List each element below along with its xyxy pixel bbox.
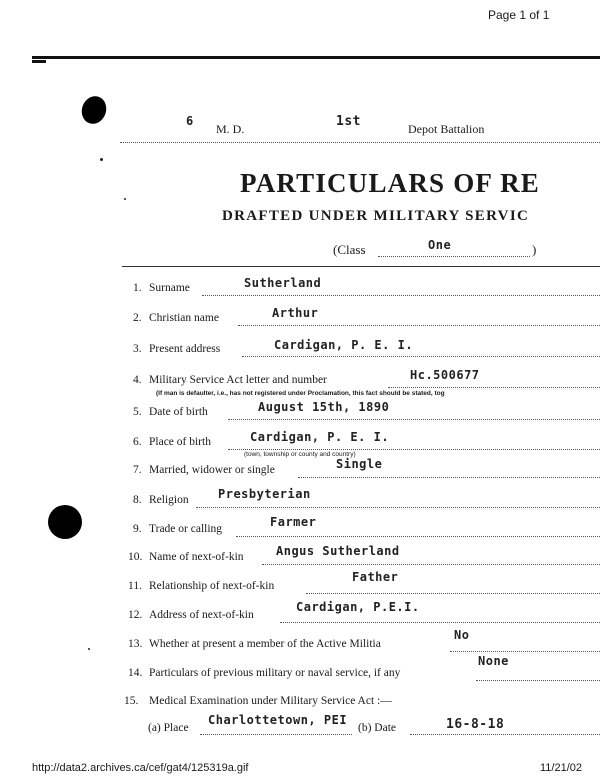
field-row-next-of-kin — [0, 545, 600, 569]
battalion-label: Depot Battalion — [408, 122, 485, 136]
print-date: 11/21/02 — [540, 762, 583, 774]
field-row-date-of-birth — [0, 400, 600, 424]
field-label: Trade or calling — [149, 523, 223, 535]
field-label: Name of next-of-kin — [149, 551, 244, 563]
field-number: 10. — [128, 551, 143, 563]
field-row-place-of-birth — [0, 430, 600, 460]
field-dots — [242, 356, 600, 357]
field-number: 14. — [128, 667, 143, 679]
section-rule — [122, 266, 600, 267]
field-number: 1. — [133, 282, 142, 294]
field-value: Farmer — [270, 515, 317, 529]
field-value: August 15th, 1890 — [258, 400, 390, 414]
field-row-surname — [0, 276, 600, 300]
class-label: (Class — [333, 242, 366, 257]
field-row-christian-name — [0, 306, 600, 330]
field-dots — [236, 536, 600, 537]
field-number: 3. — [133, 343, 142, 355]
field-dots — [238, 325, 600, 326]
page-indicator: Page 1 of 1 — [488, 8, 550, 22]
place-dots — [200, 734, 352, 735]
field-label: Relationship of next-of-kin — [149, 580, 275, 592]
field-label: Particulars of previous military or naval service, if any — [149, 667, 401, 679]
speck — [88, 648, 90, 650]
field-row-religion — [0, 488, 600, 512]
field-row-marital-status — [0, 458, 600, 482]
field-row-present-address — [0, 337, 600, 361]
field-label: Present address — [149, 343, 221, 355]
field-value: Hc.500677 — [410, 368, 480, 382]
field-dots — [388, 387, 600, 388]
speck — [100, 158, 103, 161]
md-number: 6 — [186, 114, 194, 128]
date-label: (b) Date — [358, 722, 396, 734]
field-number: 12. — [128, 609, 143, 621]
field-note: (town, township or county and country) — [244, 451, 356, 458]
field-value: Cardigan, P.E.I. — [296, 600, 420, 614]
field-value: Cardigan, P. E. I. — [250, 430, 390, 444]
field-value: None — [478, 654, 509, 668]
field-dots — [262, 564, 600, 565]
field-label: Military Service Act letter and number — [149, 374, 327, 386]
md-line — [120, 128, 600, 143]
field-number: 6. — [133, 436, 142, 448]
top-rule — [32, 56, 600, 59]
field-dots — [228, 419, 600, 420]
field-label: Whether at present a member of the Active Militia — [149, 638, 381, 650]
field-label: Place of birth — [149, 436, 211, 448]
field-dots — [228, 449, 600, 450]
field-number: 7. — [133, 464, 142, 476]
field-row-medical-exam — [0, 689, 600, 713]
top-rule-mark — [32, 60, 46, 63]
field-value: Father — [352, 570, 399, 584]
class-close: ) — [532, 242, 537, 257]
document-scan — [0, 50, 600, 758]
date-dots — [410, 734, 600, 735]
document-url: http://data2.archives.ca/cef/gat4/125319a.gif — [32, 762, 249, 774]
field-label: Religion — [149, 494, 189, 506]
battalion-number: 1st — [336, 114, 361, 129]
field-row-kin-address — [0, 600, 600, 627]
field-dots — [476, 680, 600, 681]
speck — [124, 198, 126, 200]
field-dots — [298, 477, 600, 478]
field-number: 11. — [128, 580, 142, 592]
form-title: PARTICULARS OF RE — [240, 168, 540, 198]
field-dots — [450, 651, 600, 652]
punch-hole-mark — [78, 93, 110, 128]
date-value: 16-8-18 — [446, 717, 505, 732]
field-dots — [280, 622, 600, 623]
field-row-relationship — [0, 570, 600, 598]
field-number: 2. — [133, 312, 142, 324]
field-dots — [196, 507, 600, 508]
form-subtitle: DRAFTED UNDER MILITARY SERVIC — [222, 208, 530, 224]
field-number: 5. — [133, 406, 142, 418]
field-value: Sutherland — [244, 276, 322, 290]
field-value: Arthur — [272, 306, 319, 320]
field-row-trade — [0, 517, 600, 541]
field-number: 9. — [133, 523, 142, 535]
place-label: (a) Place — [148, 722, 189, 734]
field-number: 15. — [124, 695, 139, 707]
field-label: Medical Examination under Military Service Act :— — [149, 695, 392, 707]
field-number: 8. — [133, 494, 142, 506]
class-value: One — [428, 238, 452, 252]
field-label: Married, widower or single — [149, 464, 275, 476]
medical-row — [0, 713, 600, 739]
class-dots — [378, 256, 530, 257]
field-dots — [306, 593, 600, 594]
field-dots — [202, 295, 600, 296]
field-number: 4. — [133, 374, 142, 386]
field-label: Address of next-of-kin — [149, 609, 254, 621]
field-value: No — [454, 628, 470, 642]
field-value: Angus Sutherland — [276, 544, 400, 558]
field-note: (If man is defaulter, i.e., has not registered under Proclamation, this fact should be stated, tog — [156, 390, 445, 397]
field-row-previous-service — [0, 654, 600, 685]
field-row-msa-number — [0, 366, 600, 396]
field-label: Christian name — [149, 312, 219, 324]
field-value: Presbyterian — [218, 487, 311, 501]
field-value: Cardigan, P. E. I. — [274, 338, 414, 352]
place-value: Charlottetown, PEI — [208, 713, 348, 727]
field-value: Single — [336, 457, 383, 471]
md-label: M. D. — [216, 122, 245, 136]
field-label: Surname — [149, 282, 190, 294]
field-row-active-militia — [0, 628, 600, 656]
field-number: 13. — [128, 638, 143, 650]
field-label: Date of birth — [149, 406, 208, 418]
